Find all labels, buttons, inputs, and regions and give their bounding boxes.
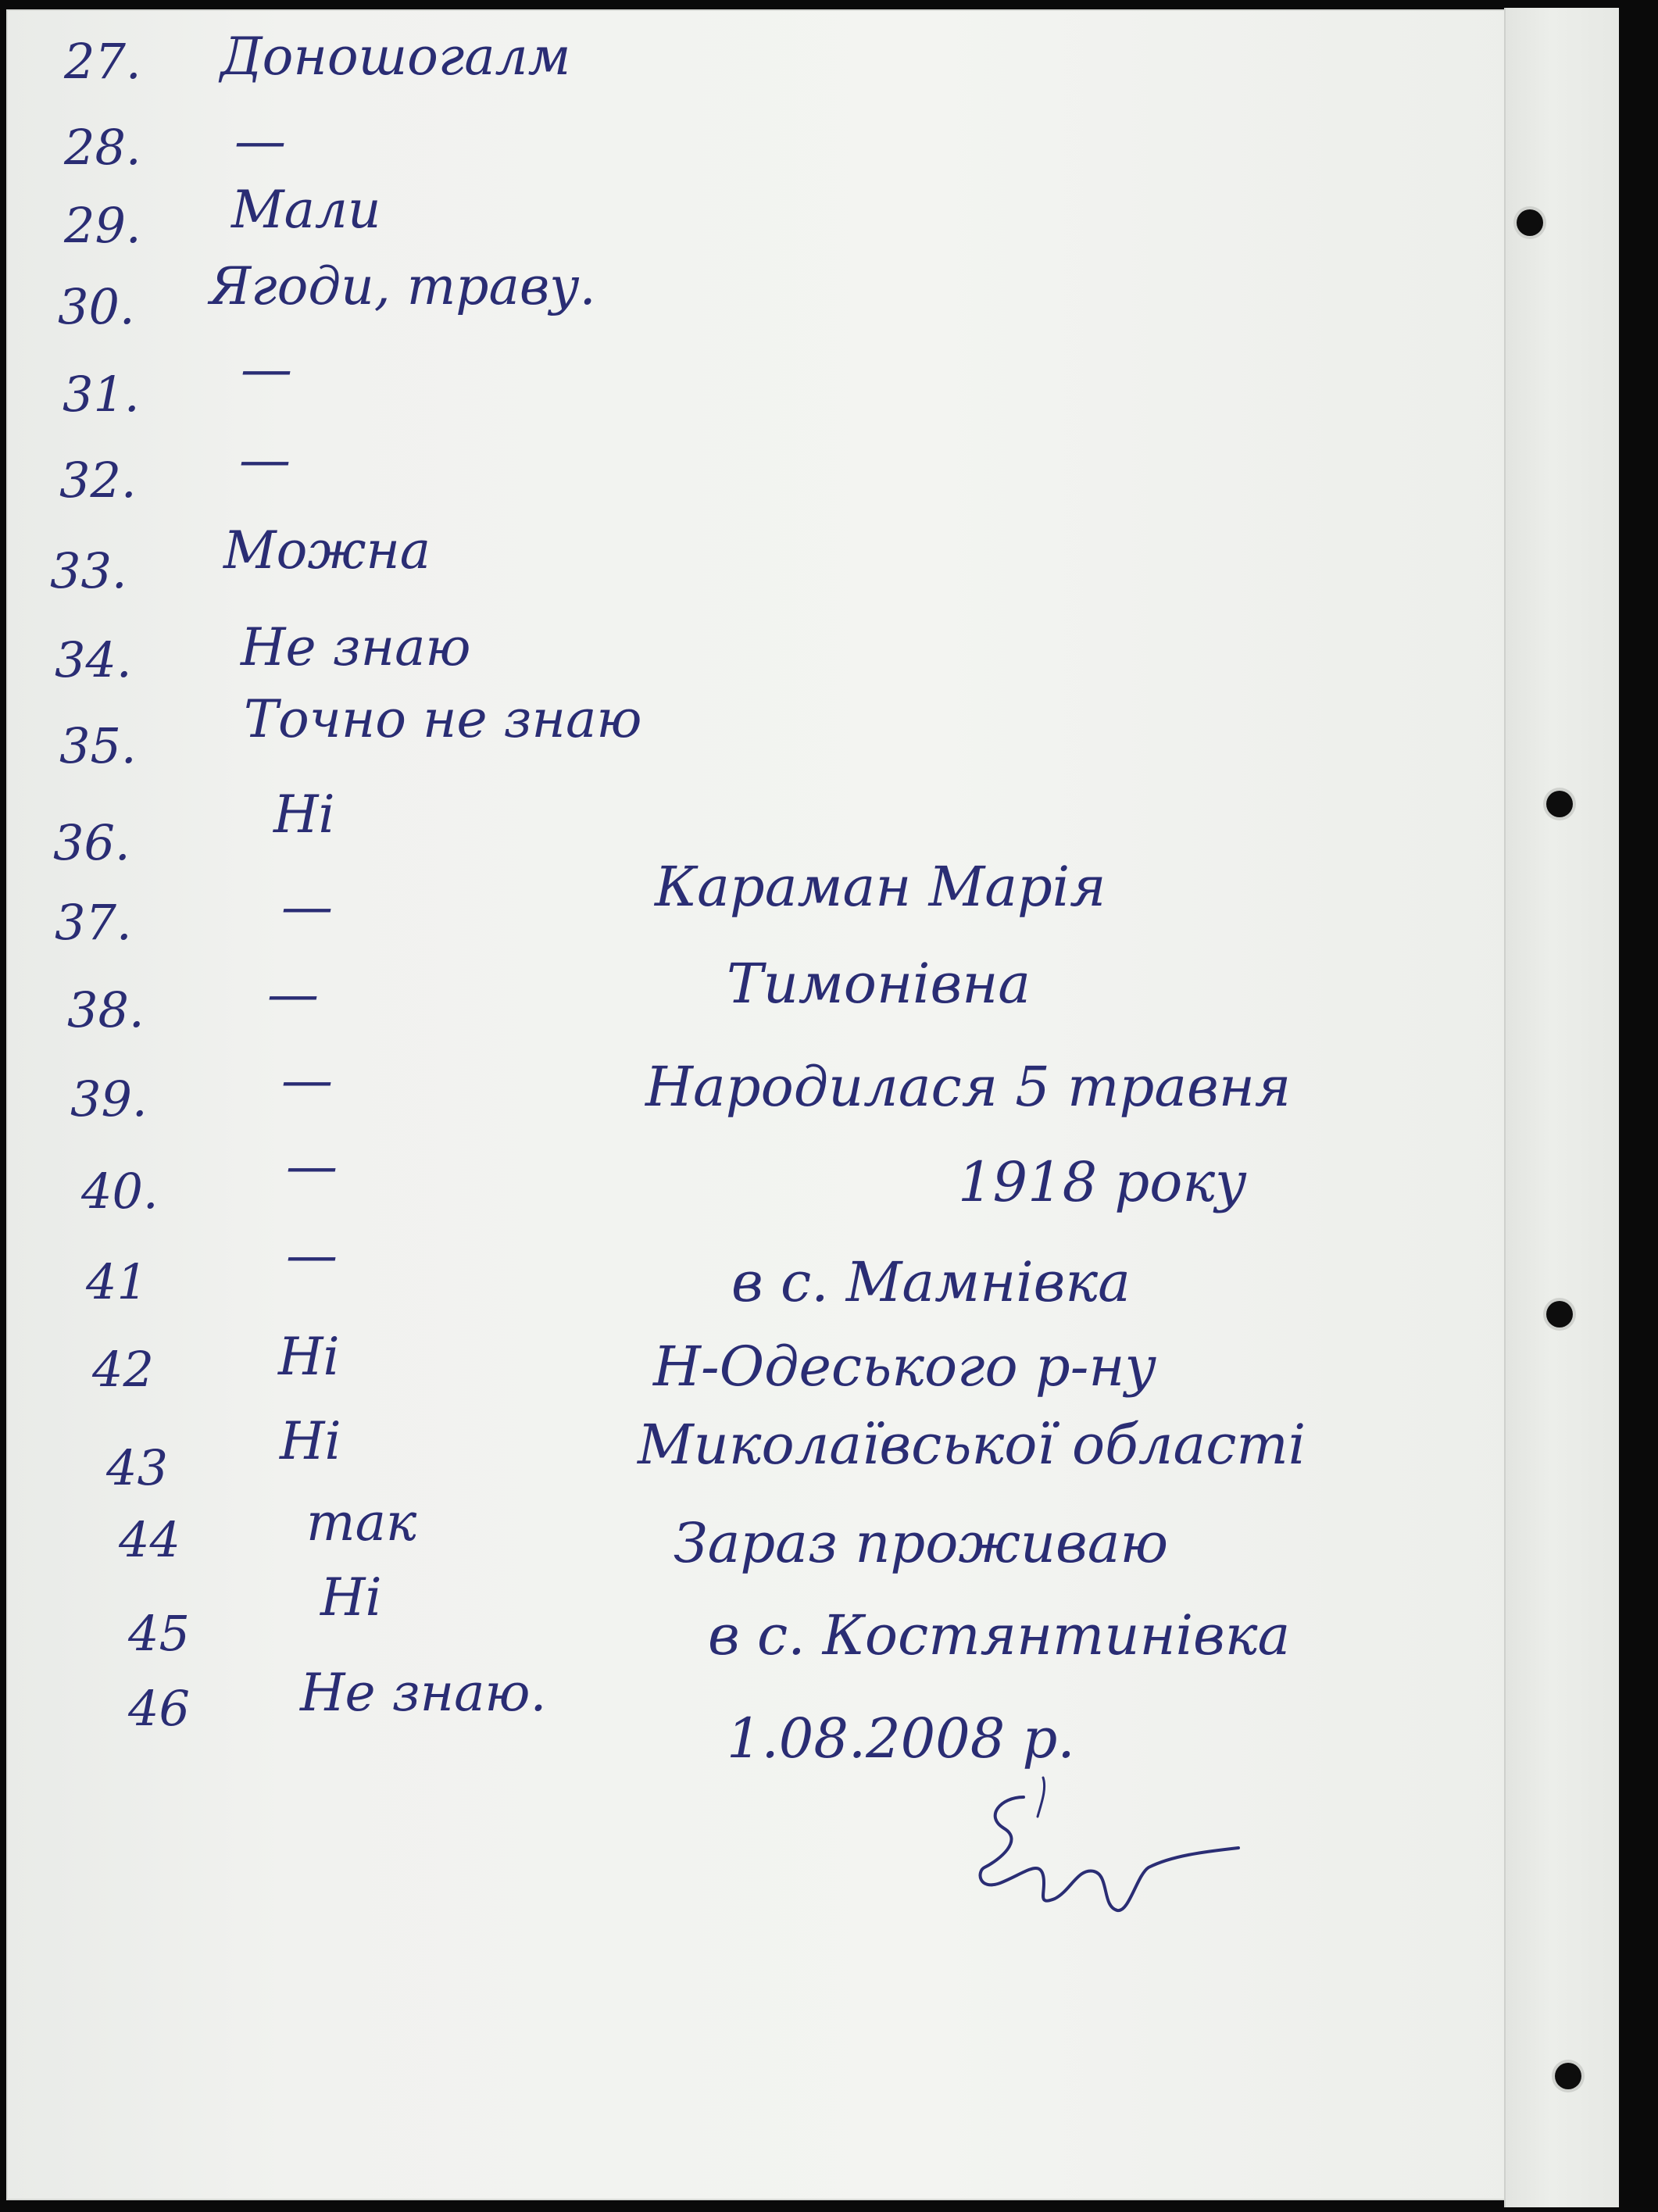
question-number: 45 xyxy=(128,1605,190,1662)
answer-text: Ні xyxy=(320,1567,382,1628)
question-number: 42 xyxy=(92,1341,154,1398)
punch-hole xyxy=(1555,2063,1581,2089)
answer-text: Точно не знаю xyxy=(244,689,642,749)
answer-text: Ні xyxy=(280,1411,341,1471)
birth-region: Миколаївської області xyxy=(638,1413,1306,1477)
punch-hole xyxy=(1546,791,1573,817)
answer-text: — xyxy=(281,1050,333,1110)
birth-year-line: 1918 року xyxy=(958,1150,1247,1214)
answer-text: так xyxy=(306,1492,417,1553)
birth-district: Н-Одеського р-ну xyxy=(653,1335,1157,1399)
question-number: 34. xyxy=(55,631,132,688)
question-number: 28. xyxy=(64,119,141,176)
question-number: 44 xyxy=(119,1511,180,1568)
residence-village: в с. Костянтинівка xyxy=(708,1603,1291,1667)
question-number: 35. xyxy=(59,717,137,774)
respondent-name: Караман Марія xyxy=(655,855,1106,919)
question-number: 41 xyxy=(86,1253,148,1310)
question-number: 43 xyxy=(106,1439,168,1496)
answer-text: Ні xyxy=(278,1327,340,1387)
question-number: 37. xyxy=(55,894,132,951)
answer-text: — xyxy=(286,1225,338,1285)
question-number: 32. xyxy=(59,452,137,509)
answer-text: — xyxy=(239,430,291,490)
question-number: 46 xyxy=(128,1680,190,1737)
answer-text: Не знаю. xyxy=(300,1663,547,1723)
punch-hole xyxy=(1517,209,1543,236)
answer-text: Ягоди, траву. xyxy=(209,256,596,316)
question-number: 38. xyxy=(67,981,145,1038)
answer-text: — xyxy=(234,111,286,171)
signature xyxy=(969,1774,1250,1930)
answer-text: Ні xyxy=(273,784,335,845)
question-number: 27. xyxy=(64,33,141,90)
answer-text: Мали xyxy=(231,180,381,240)
punch-hole xyxy=(1546,1301,1573,1328)
answer-text: — xyxy=(281,877,333,937)
question-number: 31. xyxy=(63,366,140,423)
answer-text: — xyxy=(267,964,319,1024)
question-number: 40. xyxy=(81,1163,159,1220)
question-number: 36. xyxy=(53,814,130,871)
answer-text: Не знаю xyxy=(241,617,471,677)
paper-edge xyxy=(1504,8,1619,2207)
answer-text: — xyxy=(286,1136,338,1196)
question-number: 39. xyxy=(70,1070,148,1127)
birth-village: в с. Мамнівка xyxy=(731,1250,1131,1314)
question-number: 30. xyxy=(58,278,135,335)
question-number: 29. xyxy=(64,197,141,254)
birth-date-line: Народилася 5 травня xyxy=(645,1055,1292,1119)
answer-text: Можна xyxy=(223,520,431,581)
document-date: 1.08.2008 р. xyxy=(727,1706,1075,1771)
answer-text: Доношогалм xyxy=(220,27,571,87)
question-number: 33. xyxy=(50,542,127,599)
residence-line: Зараз проживаю xyxy=(674,1511,1169,1575)
respondent-patronymic: Тимонівна xyxy=(727,952,1031,1016)
answer-text: — xyxy=(241,339,292,399)
